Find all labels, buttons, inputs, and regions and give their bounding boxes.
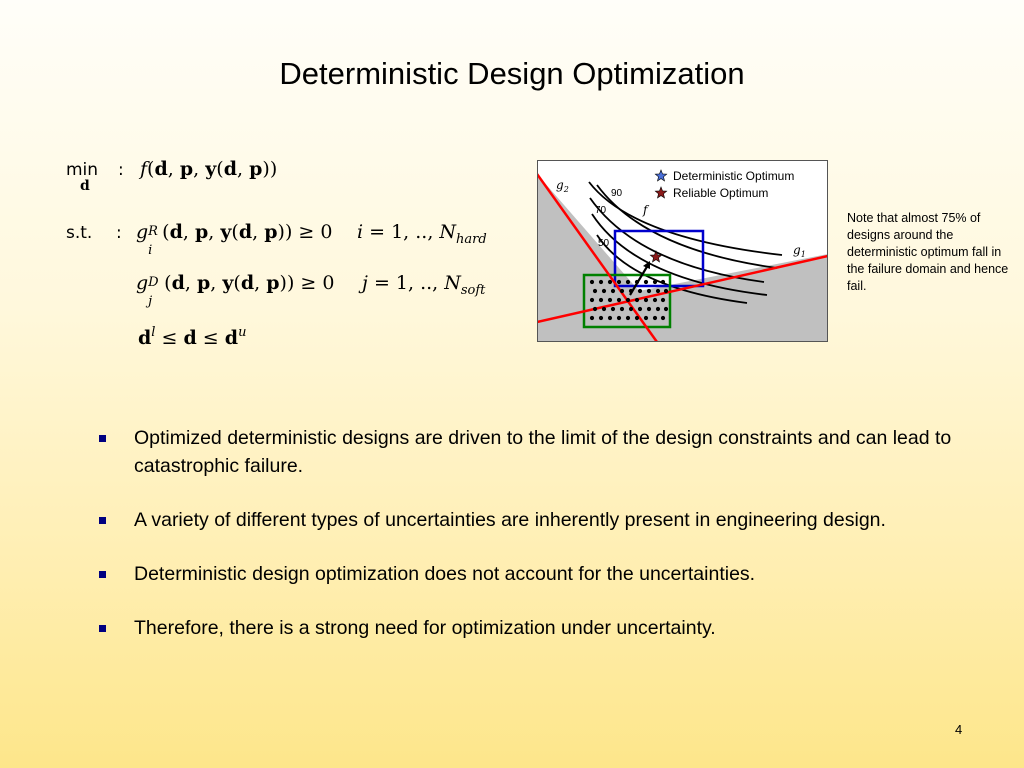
optimization-formula (0, 0, 530, 360)
contour-label-90: 90 (611, 188, 623, 199)
sample-dot (647, 289, 651, 293)
bullet-marker (99, 435, 106, 442)
formula-bounds: $d^l \le d \le d^u$ (138, 325, 247, 349)
sample-dot (629, 307, 633, 311)
label-g2: $g_2$ (556, 178, 569, 194)
sample-dot (626, 280, 630, 284)
sample-dot (656, 289, 660, 293)
sample-dot (635, 298, 639, 302)
legend-deterministic-label: Deterministic Optimum (673, 169, 795, 183)
formula-min-label (66, 158, 98, 180)
label-f: f (643, 203, 648, 217)
sample-dot (661, 316, 665, 320)
sample-dot (653, 298, 657, 302)
slide-title: Deterministic Design Optimization (279, 56, 745, 91)
figure-note: Note that almost 75% of designs around the deterministic optimum fall in the failure domain and hence fail. (847, 211, 1009, 293)
sample-dot (644, 280, 648, 284)
formula-colon-1: : (118, 160, 124, 180)
sample-dot (661, 298, 665, 302)
sample-dot (626, 298, 630, 302)
bullet-item: Therefore, there is a strong need for optimization under uncertainty. (96, 614, 956, 642)
page-number: 4 (955, 722, 963, 737)
sample-dot (593, 289, 597, 293)
legend-reliable-label: Reliable Optimum (673, 186, 769, 200)
sample-dot (664, 307, 668, 311)
formula-colon-2: : (116, 223, 122, 243)
sample-dot (599, 316, 603, 320)
formula-soft-index: j = 1, .., $N_{soft}$ (362, 272, 486, 298)
sample-dot (638, 307, 642, 311)
sample-dot (602, 289, 606, 293)
bullet-marker (99, 625, 106, 632)
sample-dot (599, 280, 603, 284)
sample-dot (661, 280, 665, 284)
formula-hard-index: i = 1, .., $N_{hard}$ (357, 221, 487, 247)
sample-dot (635, 316, 639, 320)
sample-dot (611, 307, 615, 311)
sample-dot (608, 280, 612, 284)
contour-label-50: 50 (598, 238, 610, 249)
sample-dot (617, 280, 621, 284)
bullet-item: A variety of different types of uncertainties are inherently present in engineering design. (96, 506, 956, 534)
sample-dot (647, 307, 651, 311)
bullet-marker (99, 517, 106, 524)
design-space-diagram (537, 160, 828, 342)
sample-dot (653, 316, 657, 320)
formula-st-label (66, 221, 92, 243)
sample-dot (626, 316, 630, 320)
sample-dot (656, 307, 660, 311)
bullet-item: Optimized deterministic designs are driven to the limit of the design constraints and can lead to catastrophic failure. (96, 424, 956, 480)
sample-dot (620, 289, 624, 293)
sample-dot (638, 289, 642, 293)
sample-dot (644, 298, 648, 302)
bullet-marker (99, 571, 106, 578)
sample-dot (608, 298, 612, 302)
formula-soft-constraint: g D j (d, p, y(d, p)) ≥ 0 (136, 272, 335, 309)
sample-dot (644, 316, 648, 320)
sample-dot (611, 289, 615, 293)
formula-hard-constraint: g R i (d, p, y(d, p)) ≥ 0 (136, 221, 333, 258)
sample-dot (590, 316, 594, 320)
sample-dot (602, 307, 606, 311)
optimization-figure (537, 160, 828, 342)
sample-dot (664, 289, 668, 293)
sample-dot (617, 316, 621, 320)
bullet-list (96, 424, 956, 668)
contour-label-70: 70 (595, 205, 607, 216)
sample-dot (608, 316, 612, 320)
sample-dot (590, 298, 594, 302)
min-word: min (66, 160, 99, 180)
label-g1: $g_1$ (793, 243, 806, 259)
formula-objective: f(d, p, y(d, p)) (140, 158, 278, 180)
sample-dot (653, 280, 657, 284)
sample-dot (599, 298, 603, 302)
sample-dot (620, 307, 624, 311)
sample-dot (617, 298, 621, 302)
sample-dot (593, 307, 597, 311)
formula-min-var: d (80, 178, 90, 194)
bullet-item: Deterministic design optimization does not account for the uncertainties. (96, 560, 956, 588)
st-word: s.t. (66, 223, 93, 243)
sample-dot (590, 280, 594, 284)
